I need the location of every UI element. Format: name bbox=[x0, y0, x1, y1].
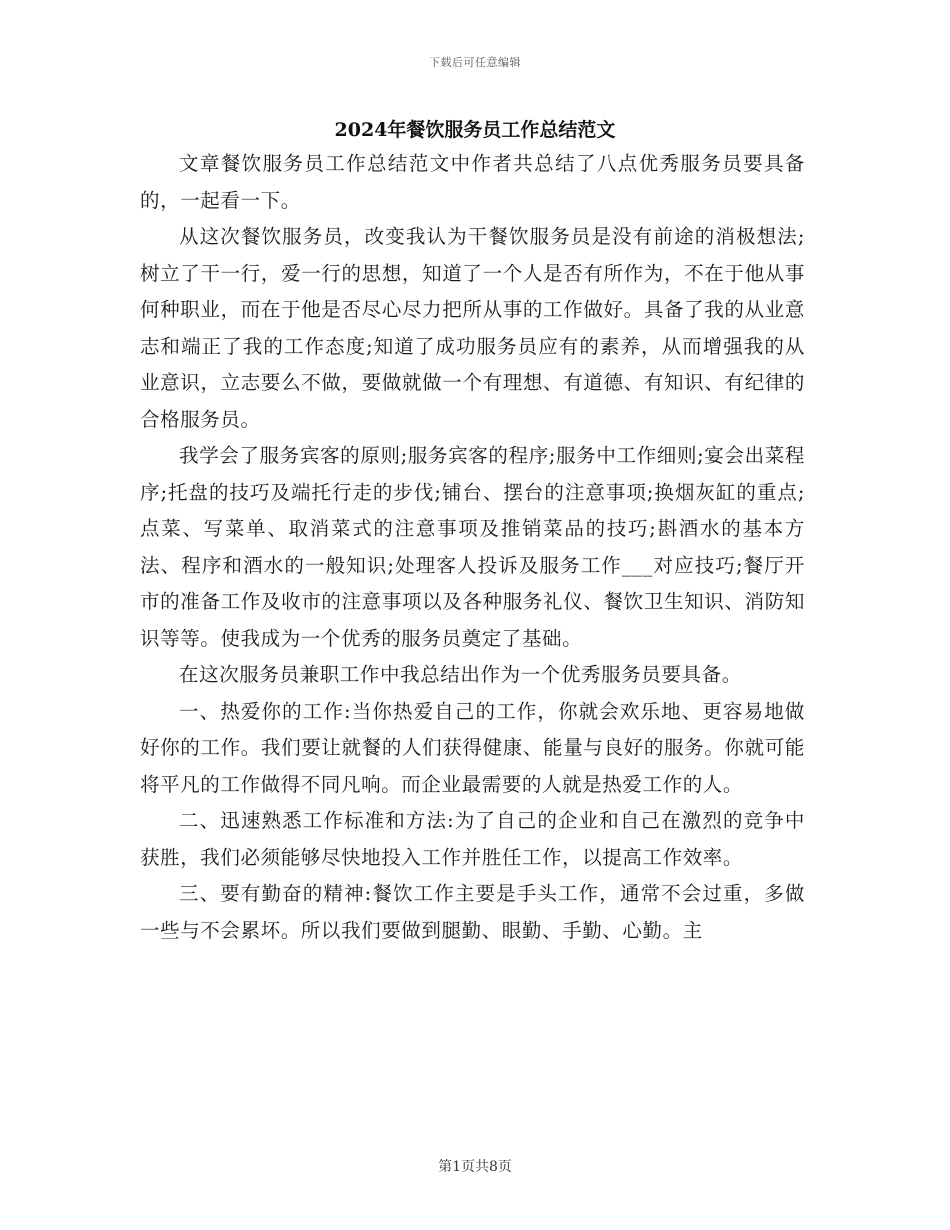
paragraph-mindset: 从这次餐饮服务员，改变我认为干餐饮服务员是没有前途的消极想法;树立了干一行，爱一行的思想，知道了一个人是否有所作为，不在于他从事何种职业，而在于他是否尽心尽力把所从事的工作做好。具备了我的从业意志和端正了我的工作态度;知道了成功服务员应有的素养，从而增强我的从业意识，立志要么不做，要做就做一个有理想、有道德、有知识、有纪律的合格服务员。 bbox=[140, 225, 805, 431]
paragraph-point-three: 三、要有勤奋的精神:餐饮工作主要是手头工作，通常不会过重，多做一些与不会累坏。所以我们要做到腿勤、眼勤、手勤、心勤。主 bbox=[140, 882, 805, 942]
document-title: 2024年餐饮服务员工作总结范文 bbox=[334, 119, 616, 141]
header-note: 下载后可任意编辑 bbox=[429, 56, 521, 69]
paragraph-intro: 文章餐饮服务员工作总结范文中作者共总结了八点优秀服务员要具备的，一起看一下。 bbox=[140, 152, 805, 212]
paragraph-point-two: 二、迅速熟悉工作标准和方法:为了自己的企业和自己在激烈的竞争中获胜，我们必须能够尽快地投入工作并胜任工作，以提高工作效率。 bbox=[140, 809, 805, 869]
paragraph-point-one: 一、热爱你的工作:当你热爱自己的工作，你就会欢乐地、更容易地做好你的工作。我们要让就餐的人们获得健康、能量与良好的服务。你就可能将平凡的工作做得不同凡响。而企业最需要的人就是热爱工作的人。 bbox=[140, 699, 805, 796]
document-body bbox=[140, 146, 805, 949]
page-number: 第1页共8页 bbox=[438, 1159, 512, 1175]
paragraph-skills: 我学会了服务宾客的原则;服务宾客的程序;服务中工作细则;宴会出菜程序;托盘的技巧及端托行走的步伐;铺台、摆台的注意事项;换烟灰缸的重点;点菜、写菜单、取消菜式的注意事项及推销菜品的技巧;斟酒水的基本方法、程序和酒水的一般知识;处理客人投诉及服务工作___对应技巧;餐厅开市的准备工作及收市的注意事项以及各种服务礼仪、餐饮卫生知识、消防知识等等。使我成为一个优秀的服务员奠定了基础。 bbox=[140, 444, 805, 650]
paragraph-summary-lead: 在这次服务员兼职工作中我总结出作为一个优秀服务员要具备。 bbox=[179, 663, 742, 686]
